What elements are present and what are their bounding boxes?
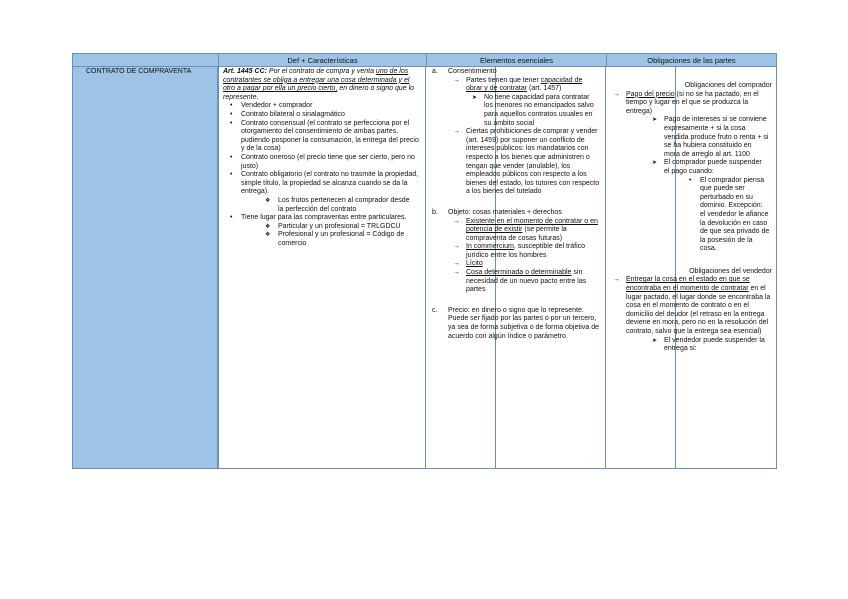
section-label: a. [432,68,438,75]
list-item: • Contrato consensual (el contrato se perfecciona por el otorgamiento del consentimiento de ambas partes, pudiendo posponer la consumación, la entrega del precio y de la cosa) [241,120,423,154]
item-text-underlined: Pago del precio [626,90,675,98]
article-ref: Art. 1445 CC: [223,68,267,75]
section-title: Consentimiento [448,68,497,75]
list-item [466,260,600,269]
elements-content [432,68,600,341]
header-cell-obligations: Obligaciones de las partes [647,56,736,65]
sub-list-item: ➤ No tiene capacidad para contratar los menores no emancipados salvo para aquellos contratos usuales en su ámbito social [484,94,600,128]
item-text-end: (si no se ha pactado, en el tiempo y lugar en el que se produzca la entrega) [626,90,759,115]
article-text-underlined: uno de los contratantes se obliga a entregar una cosa determinada y el otro a pagar por ella un precio cierto, [223,68,410,93]
section-label: b. [432,208,438,216]
list-item [466,243,600,260]
list-item: • Vendedor + comprador [241,102,423,111]
item-text-end: (se permite la compraventa de cosas futuras) [466,226,567,242]
item-text: Partes tienen que tener [466,76,541,84]
sub-list-item: ➤ El vendedor puede suspender la entrega si: [664,337,769,354]
sub-list-item: ➤ El comprador puede suspender el pago cuando: [664,159,769,176]
section-label: c. [432,306,438,314]
item-text-end: en el lugar pactado, el lugar donde se encontraba la cosa en el momento de contrato o en el domicilio del deudor (el retraso en la entrega deviene en mora, pero no en la resolución del contrato, salvo que la entrega sea esencial) [626,285,771,336]
section-title: Objeto: cosas materiales + derechos [448,208,562,216]
list-item [626,91,772,117]
sub-list-item: ➤ Pago de intereses si se conviene expresamente + si la cosa vendida produce fruto o renta + si se ha hubiera constituido en mora de arreglo al art. 1100 [664,116,769,159]
obligations-content [612,68,772,354]
list-item [466,77,600,94]
row-label-cell [72,66,218,469]
item-text-underlined: Entregar la cosa en el estado en que se encontraba en el momento de contratar [626,276,750,293]
definition-content [223,68,423,248]
list-item [466,269,600,295]
list-item: → Ciertas prohibiciones de comprar y vender (art. 1459) por suponer un conflicto de intereses públicos: los mandatarios con respecto a los bienes que administren o tengan que vender (anulable), los empleados públicos con respecto a los bienes del estado, los tutores con respecto a los bienes del tutelado [466,128,600,197]
item-text-underlined: Lícito [466,260,483,268]
list-item: • Contrato obligatorio (el contrato no trasmite la propiedad, simple título, la propiedad se alcanza cuando se da la entrega). [241,171,423,197]
seller-obligations-title: Obligaciones del vendedor [689,267,772,275]
header-cell-definition: Def + Características [219,54,427,67]
item-text-end: (art. 1457) [527,85,562,93]
sub-list-item: ❖ Los frutos pertenecen al comprador desde la perfección del contrato [278,197,413,214]
table-header-row [72,53,777,67]
article-text-end: en dinero o signo que lo represente. [223,85,415,101]
list-item: • Contrato oneroso (el precio tiene que ser cierto, pero no justo) [241,154,423,171]
list-item [466,218,600,244]
sub-list-item: ❖ Particular y un profesional = TRLGDCU [278,223,418,232]
list-item: • Contrato bilateral o sinalagmático [241,111,423,120]
item-text-end: sin necesidad de un nuevo pacto entre las partes [466,269,587,294]
row-title: CONTRATO DE COMPRAVENTA [86,68,192,75]
item-text-underlined: capacidad de obrar y de contratar [466,76,583,93]
buyer-obligations-title: Obligaciones del comprador [684,82,772,89]
article-text [223,68,423,102]
item-text-end: , susceptible del tráfico jurídico entre los hombres [466,243,586,259]
item-text-underlined: Cosa determinada o determinable [466,269,572,277]
item-text-underlined: In commercium [466,243,514,251]
list-item: • Tiene lugar para las compraventas entre particulares. [241,214,423,223]
list-item [626,276,772,336]
sub-list-item: ❖ Profesional y un profesional = Código de comercio [278,231,418,248]
section-text: Precio: en dinero o signo que lo represente. Puede ser fijado por las partes o por un tercero, ya sea de forma subjetiva o de forma objetiva de acuerdo con algún índice o parámetro. [448,306,599,340]
article-text-part: Por el contrato de compra y venta [266,68,376,75]
sub-sub-list-item: • El comprador piensa que puede ser perturbado en su dominio. Excepción: el vendedor le afiance la devolución en caso de que sea privado de la posesión de la cosa. [700,177,770,254]
header-cell-elements: Elementos esenciales [427,54,607,67]
item-text-underlined: Existente en el momento de contratar o en potencia de existir [466,217,598,234]
